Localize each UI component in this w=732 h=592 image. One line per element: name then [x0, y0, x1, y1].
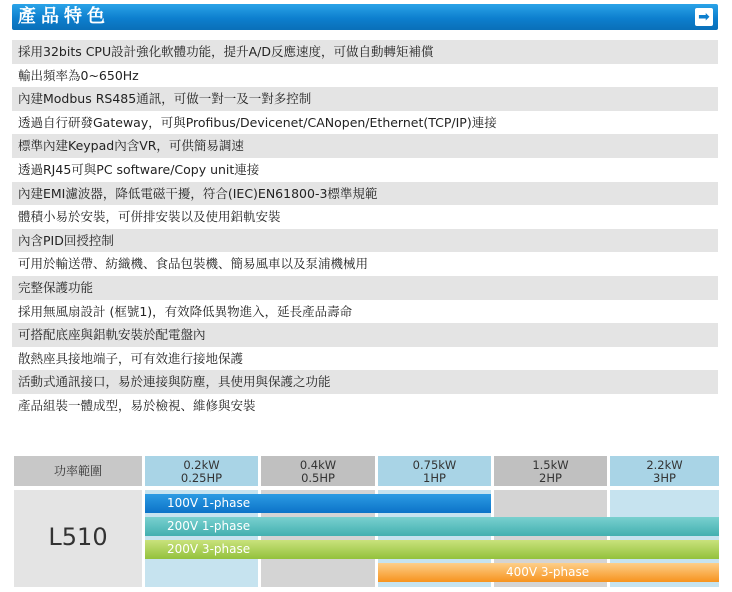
voltage-bar-200v-3phase: 200V 3-phase	[145, 540, 719, 559]
voltage-bar-400v-3phase: 400V 3-phase	[378, 563, 719, 582]
feature-item: 採用32bits CPU設計強化軟體功能，提升A/D反應速度，可做自動轉矩補償	[12, 40, 718, 64]
power-kw: 0.4kW	[299, 458, 337, 472]
feature-item: 完整保護功能	[12, 276, 718, 300]
feature-item: 內建EMI濾波器，降低電磁干擾，符合(IEC)EN61800-3標準規範	[12, 182, 718, 206]
feature-item: 採用無風扇設計 (框號1)，有效降低異物進入，延長產品壽命	[18, 303, 353, 319]
feature-item: 透過RJ45可與PC software/Copy unit連接	[18, 161, 260, 177]
arrow-right-icon[interactable]: ➡	[695, 8, 713, 26]
section-title: 產品特色	[18, 6, 110, 27]
feature-list	[12, 40, 718, 418]
feature-item: 內含PID回授控制	[12, 229, 718, 253]
power-hp: 0.5HP	[301, 471, 335, 485]
power-column-header	[261, 456, 375, 486]
feature-item: 產品組裝一體成型，易於檢視、維修與安裝	[18, 397, 256, 413]
power-hp: 1HP	[423, 471, 446, 485]
voltage-bar-200v-1phase: 200V 1-phase	[145, 517, 719, 536]
feature-item: 活動式通訊接口，易於連接與防塵，具使用與保護之功能	[12, 370, 718, 394]
power-range-label: 功率範圍	[14, 456, 142, 486]
feature-item: 輸出頻率為0~650Hz	[18, 67, 139, 83]
power-kw: 1.5kW	[532, 458, 569, 472]
voltage-bar-100v-1phase: 100V 1-phase	[145, 494, 491, 513]
section-header	[12, 4, 718, 30]
feature-item: 可搭配底座與鋁軌安裝於配電盤內	[12, 323, 718, 347]
power-column-header	[145, 456, 258, 486]
feature-item: 內建Modbus RS485通訊，可做一對一及一對多控制	[12, 87, 718, 111]
model-name: L510	[14, 490, 142, 587]
power-column-header	[610, 456, 719, 486]
power-hp: 0.25HP	[180, 471, 223, 485]
feature-item: 可用於輸送帶、紡織機、食品包裝機、簡易風車以及泵浦機械用	[18, 256, 369, 272]
power-range-table	[14, 456, 719, 587]
power-hp: 3HP	[653, 471, 676, 485]
power-hp: 2HP	[539, 471, 562, 485]
power-kw: 0.2kW	[183, 458, 220, 472]
feature-item: 透過自行研發Gateway，可與Profibus/Devicenet/CANopen/Ethernet(TCP/IP)連接	[18, 114, 497, 130]
feature-item: 散熱座具接地端子，可有效進行接地保護	[18, 350, 244, 366]
power-kw: 0.75kW	[412, 458, 457, 472]
power-kw: 2.2kW	[646, 458, 683, 472]
feature-item: 體積小易於安裝，可併排安裝以及使用鋁軌安裝	[18, 209, 281, 225]
feature-item: 標準內建Keypad內含VR，可供簡易調速	[12, 134, 718, 158]
power-column-header	[494, 456, 607, 486]
power-column-header	[378, 456, 491, 486]
